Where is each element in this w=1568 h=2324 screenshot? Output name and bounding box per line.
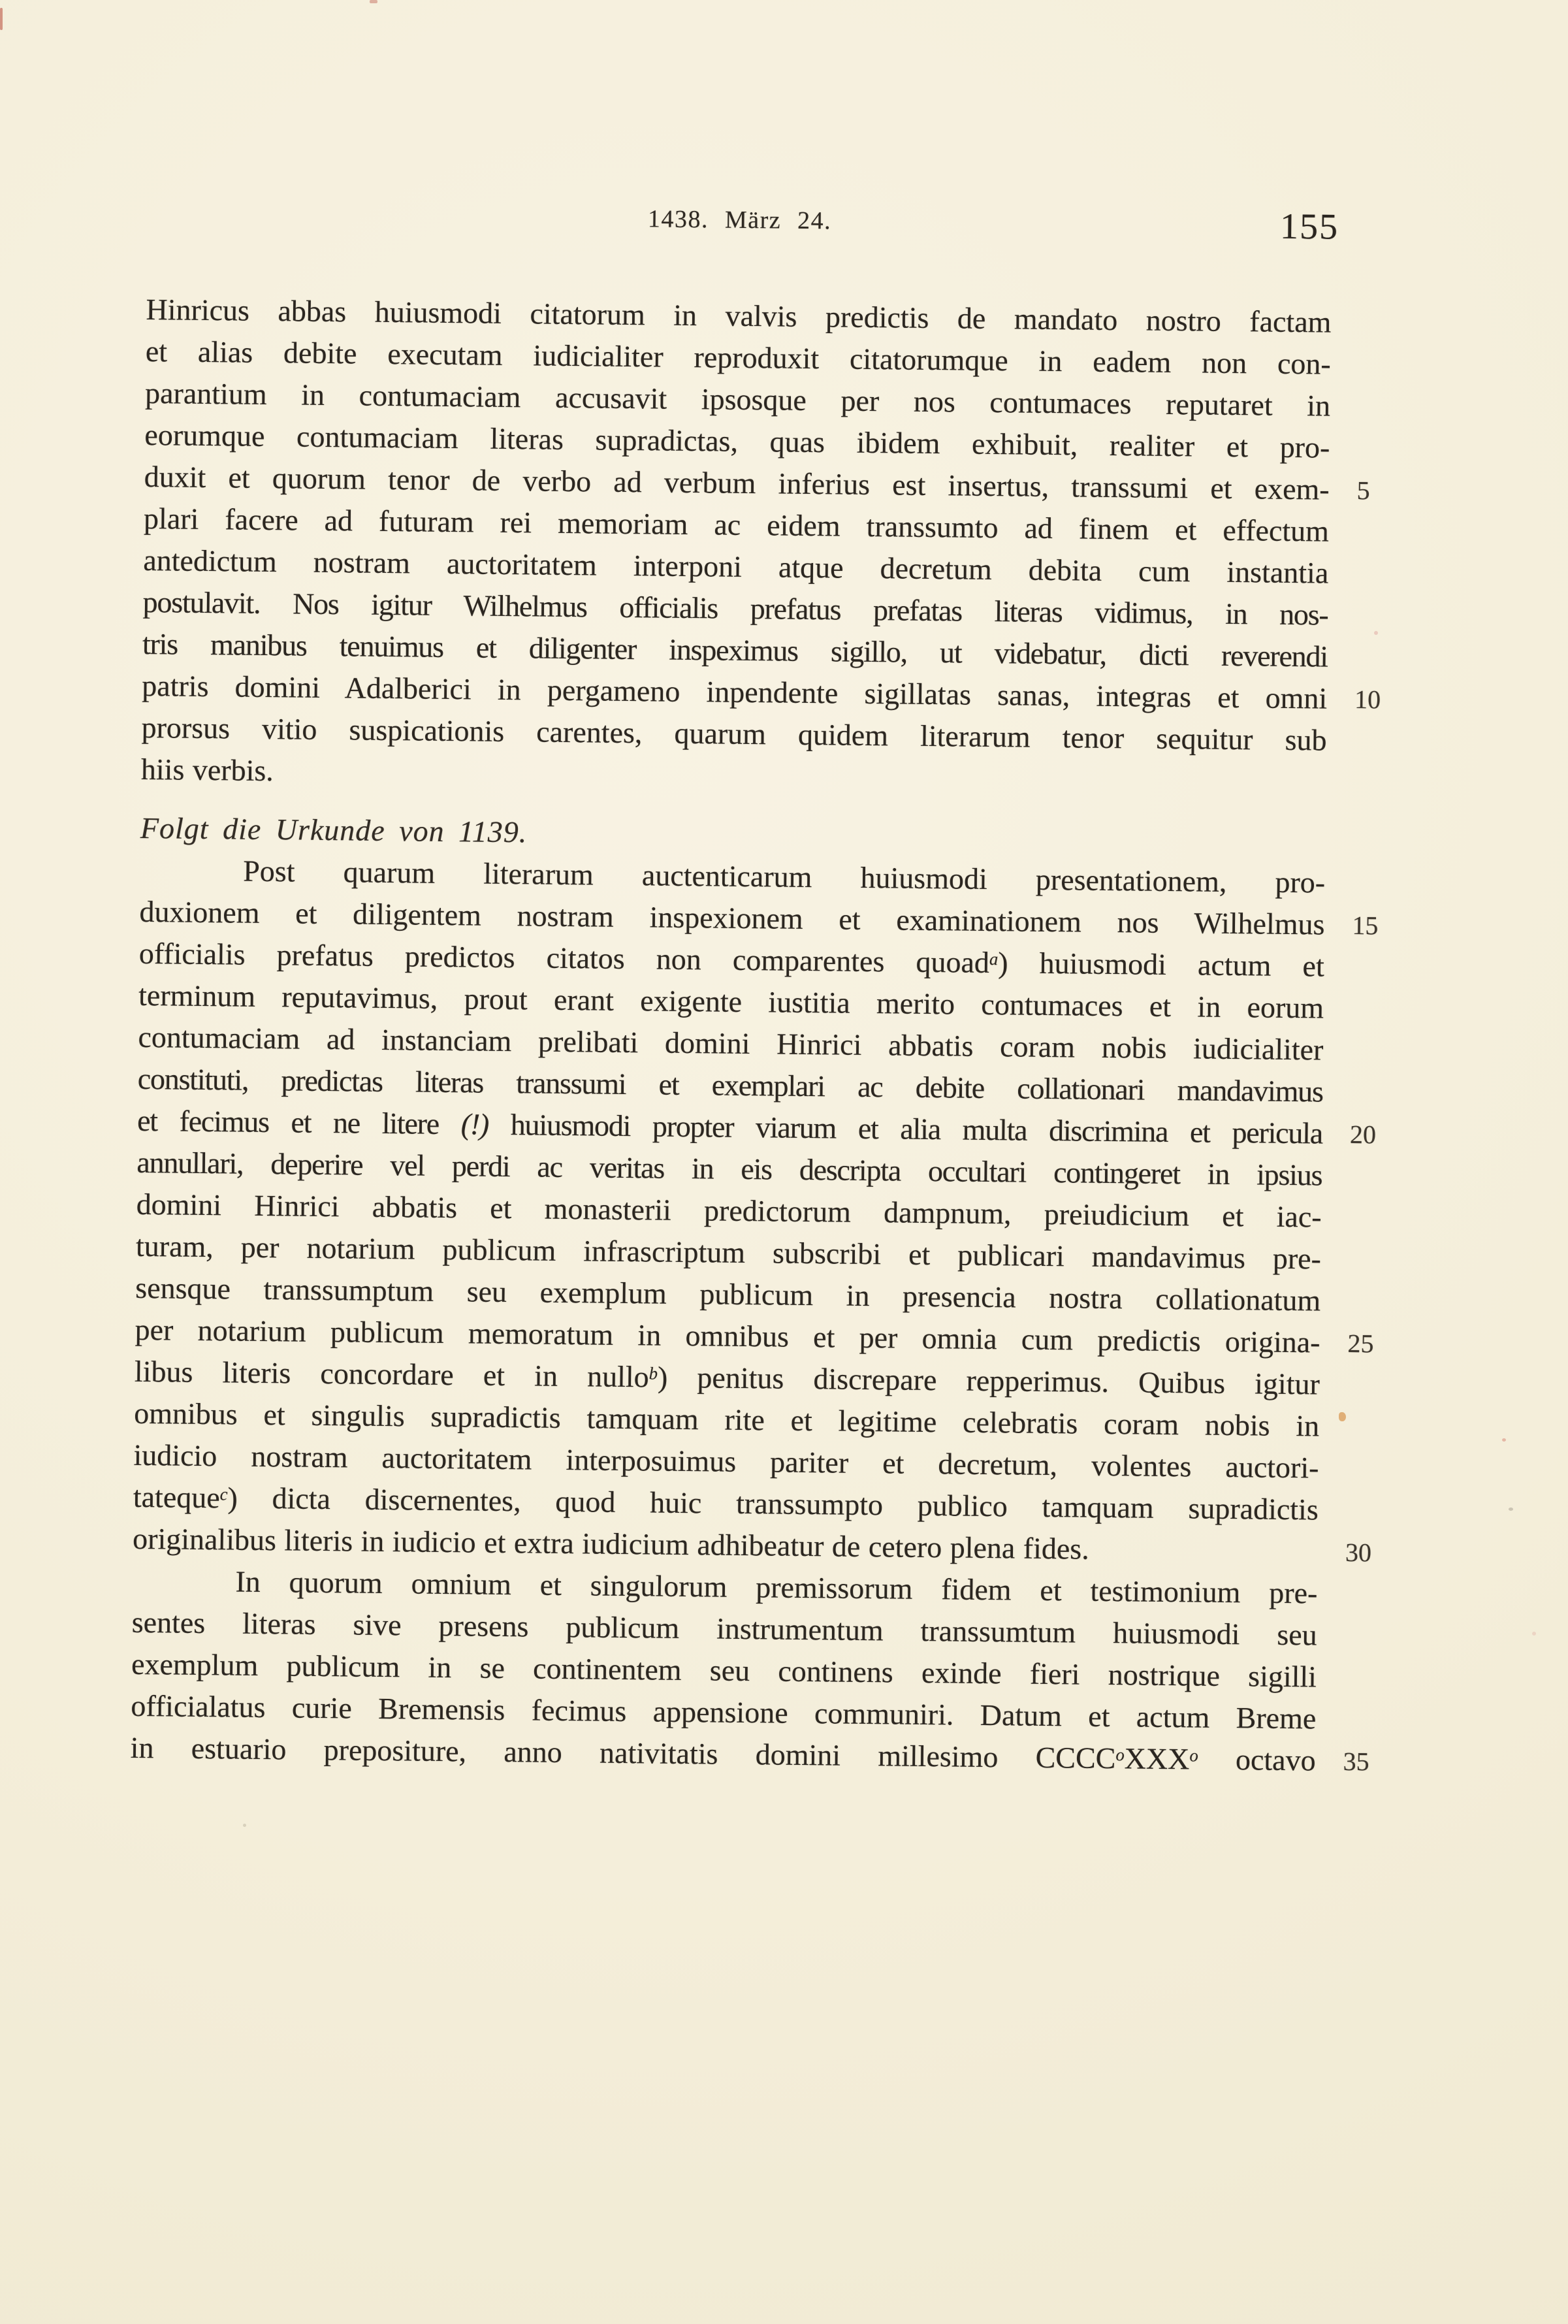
line-text: domini Hinrici abbatis et monasterii predictorum dampnum, preiudicium et iac-	[136, 1187, 1322, 1234]
line-text: duxit et quorum tenor de verbo ad verbum inferius est insertus, transsumi et exem-	[144, 459, 1330, 506]
margin-line-number: 20	[1349, 1120, 1377, 1150]
running-head-date: 1438. März 24.	[647, 205, 832, 235]
line-text: sensque transsumptum seu exemplum publicum in presencia nostra collationatum	[135, 1270, 1321, 1317]
body-text	[130, 289, 1381, 1782]
line-text: parantium in contumaciam accusavit ipsosque per nos contumaces reputaret in	[144, 376, 1331, 423]
line-text: turam, per notarium publicum infrascriptum subscribi et publicari mandavimus pre-	[135, 1229, 1322, 1276]
line-text: omnibus et singulis supradictis tamquam rite et legitime celebratis coram nobis in	[133, 1396, 1320, 1443]
line-text: terminum reputavimus, prout erant exigente iustitia merito contumaces et in eorum	[138, 978, 1324, 1025]
paper-speck	[243, 1824, 246, 1827]
line-text: Hinricus abbas huiusmodi citatorum in valvis predictis de mandato nostro factam	[146, 292, 1332, 339]
scan-edge-mark	[370, 0, 377, 3]
line-text: hiis verbis.	[140, 752, 274, 788]
line-text: sentes literas sive presens publicum instrumentum transsumtum huiusmodi seu	[131, 1605, 1317, 1652]
scan-edge-mark	[0, 8, 3, 30]
line-text: duxionem et diligentem nostram inspexionem et examinationem nos Wilhelmus	[139, 894, 1325, 941]
line-text: antedictum nostram auctoritatem interponi atque decretum debita cum instantia	[143, 543, 1329, 590]
margin-line-number: 30	[1345, 1537, 1372, 1568]
margin-line-number: 35	[1343, 1746, 1369, 1777]
line-text: exemplum publicum in se continentem seu continens exinde fieri nostrique sigilli	[131, 1647, 1317, 1694]
line-text: tris manibus tenuimus et diligenter inspeximus sigillo, ut videbatur, dicti reverendi	[142, 626, 1328, 673]
paper-speck	[1509, 1508, 1513, 1511]
margin-line-number: 25	[1347, 1328, 1374, 1359]
line-text: contumaciam ad instanciam prelibati domini Hinrici abbatis coram nobis iudicialiter	[138, 1020, 1324, 1067]
line-text: prorsus vitio suspicationis carentes, quarum quidem literarum tenor sequitur sub	[141, 710, 1327, 757]
paper-speck	[1374, 631, 1378, 635]
line-text: eorumque contumaciam literas supradictas, quas ibidem exhibuit, realiter et pro-	[144, 417, 1330, 464]
line-text: Folgt die Urkunde von 1139.	[140, 811, 528, 849]
line-text: iudicio nostram auctoritatem interposuimus pariter et decretum, volentes auctori-	[133, 1438, 1319, 1485]
line-text: constituti, predictas literas transsumi et exemplari ac debite collationari mandavimus	[137, 1061, 1323, 1108]
line-text: postulavit. Nos igitur Wilhelmus officialis prefatus prefatas literas vidimus, in nos-	[142, 585, 1328, 632]
line-text: officialatus curie Bremensis fecimus appensione communiri. Datum et actum Breme	[131, 1688, 1317, 1735]
paper-speck	[1502, 1438, 1506, 1442]
line-text: In quorum omnium et singulorum premissorum fidem et testimonium pre-	[235, 1564, 1318, 1610]
line-text: annullari, deperire vel perdi ac veritas in eis descripta occultari contingeret in ipsius	[136, 1145, 1322, 1192]
line-text: et fecimus et ne litere (!) huiusmodi propter viarum et alia multa discrimina et pericula	[136, 1103, 1323, 1150]
paper-speck	[1532, 1632, 1536, 1636]
page-number: 155	[1279, 206, 1339, 248]
line-text: plari facere ad futuram rei memoriam ac eidem transsumto ad finem et effectum	[143, 501, 1330, 548]
paper-speck	[1339, 1412, 1346, 1421]
line-text: per notarium publicum memoratum in omnibus et per omnia cum predictis origina-	[135, 1312, 1320, 1359]
line-text: patris domini Adalberici in pergameno inpendente sigillatas sanas, integras et omni	[142, 668, 1328, 715]
margin-line-number: 10	[1354, 685, 1381, 715]
line-text: et alias debite executam iudicialiter reproduxit citatorumque in eadem non con-	[145, 334, 1332, 381]
margin-line-number: 5	[1356, 476, 1370, 506]
line-text: originalibus literis in iudicio et extra iudicium adhibeatur de cetero plena fides.	[132, 1521, 1090, 1566]
line-text: tateque$^c$) dicta discernentes, quod huic transsumpto publico tamquam supradictis	[133, 1479, 1319, 1526]
line-text: Post quarum literarum auctenticarum huiusmodi presentationem, pro-	[242, 854, 1326, 899]
line-text: libus literis concordare et in nullo$^b$) penitus discrepare repperimus. Quibus igitur	[134, 1354, 1320, 1401]
line-text: officialis prefatus predictos citatos non comparentes quoad$^a$) huiusmodi actum et	[138, 936, 1325, 983]
margin-line-number: 15	[1352, 911, 1379, 941]
line-text: in estuario prepositure, anno nativitatis domini millesimo CCCC$^o$XXX$^o$ octavo	[130, 1730, 1316, 1777]
